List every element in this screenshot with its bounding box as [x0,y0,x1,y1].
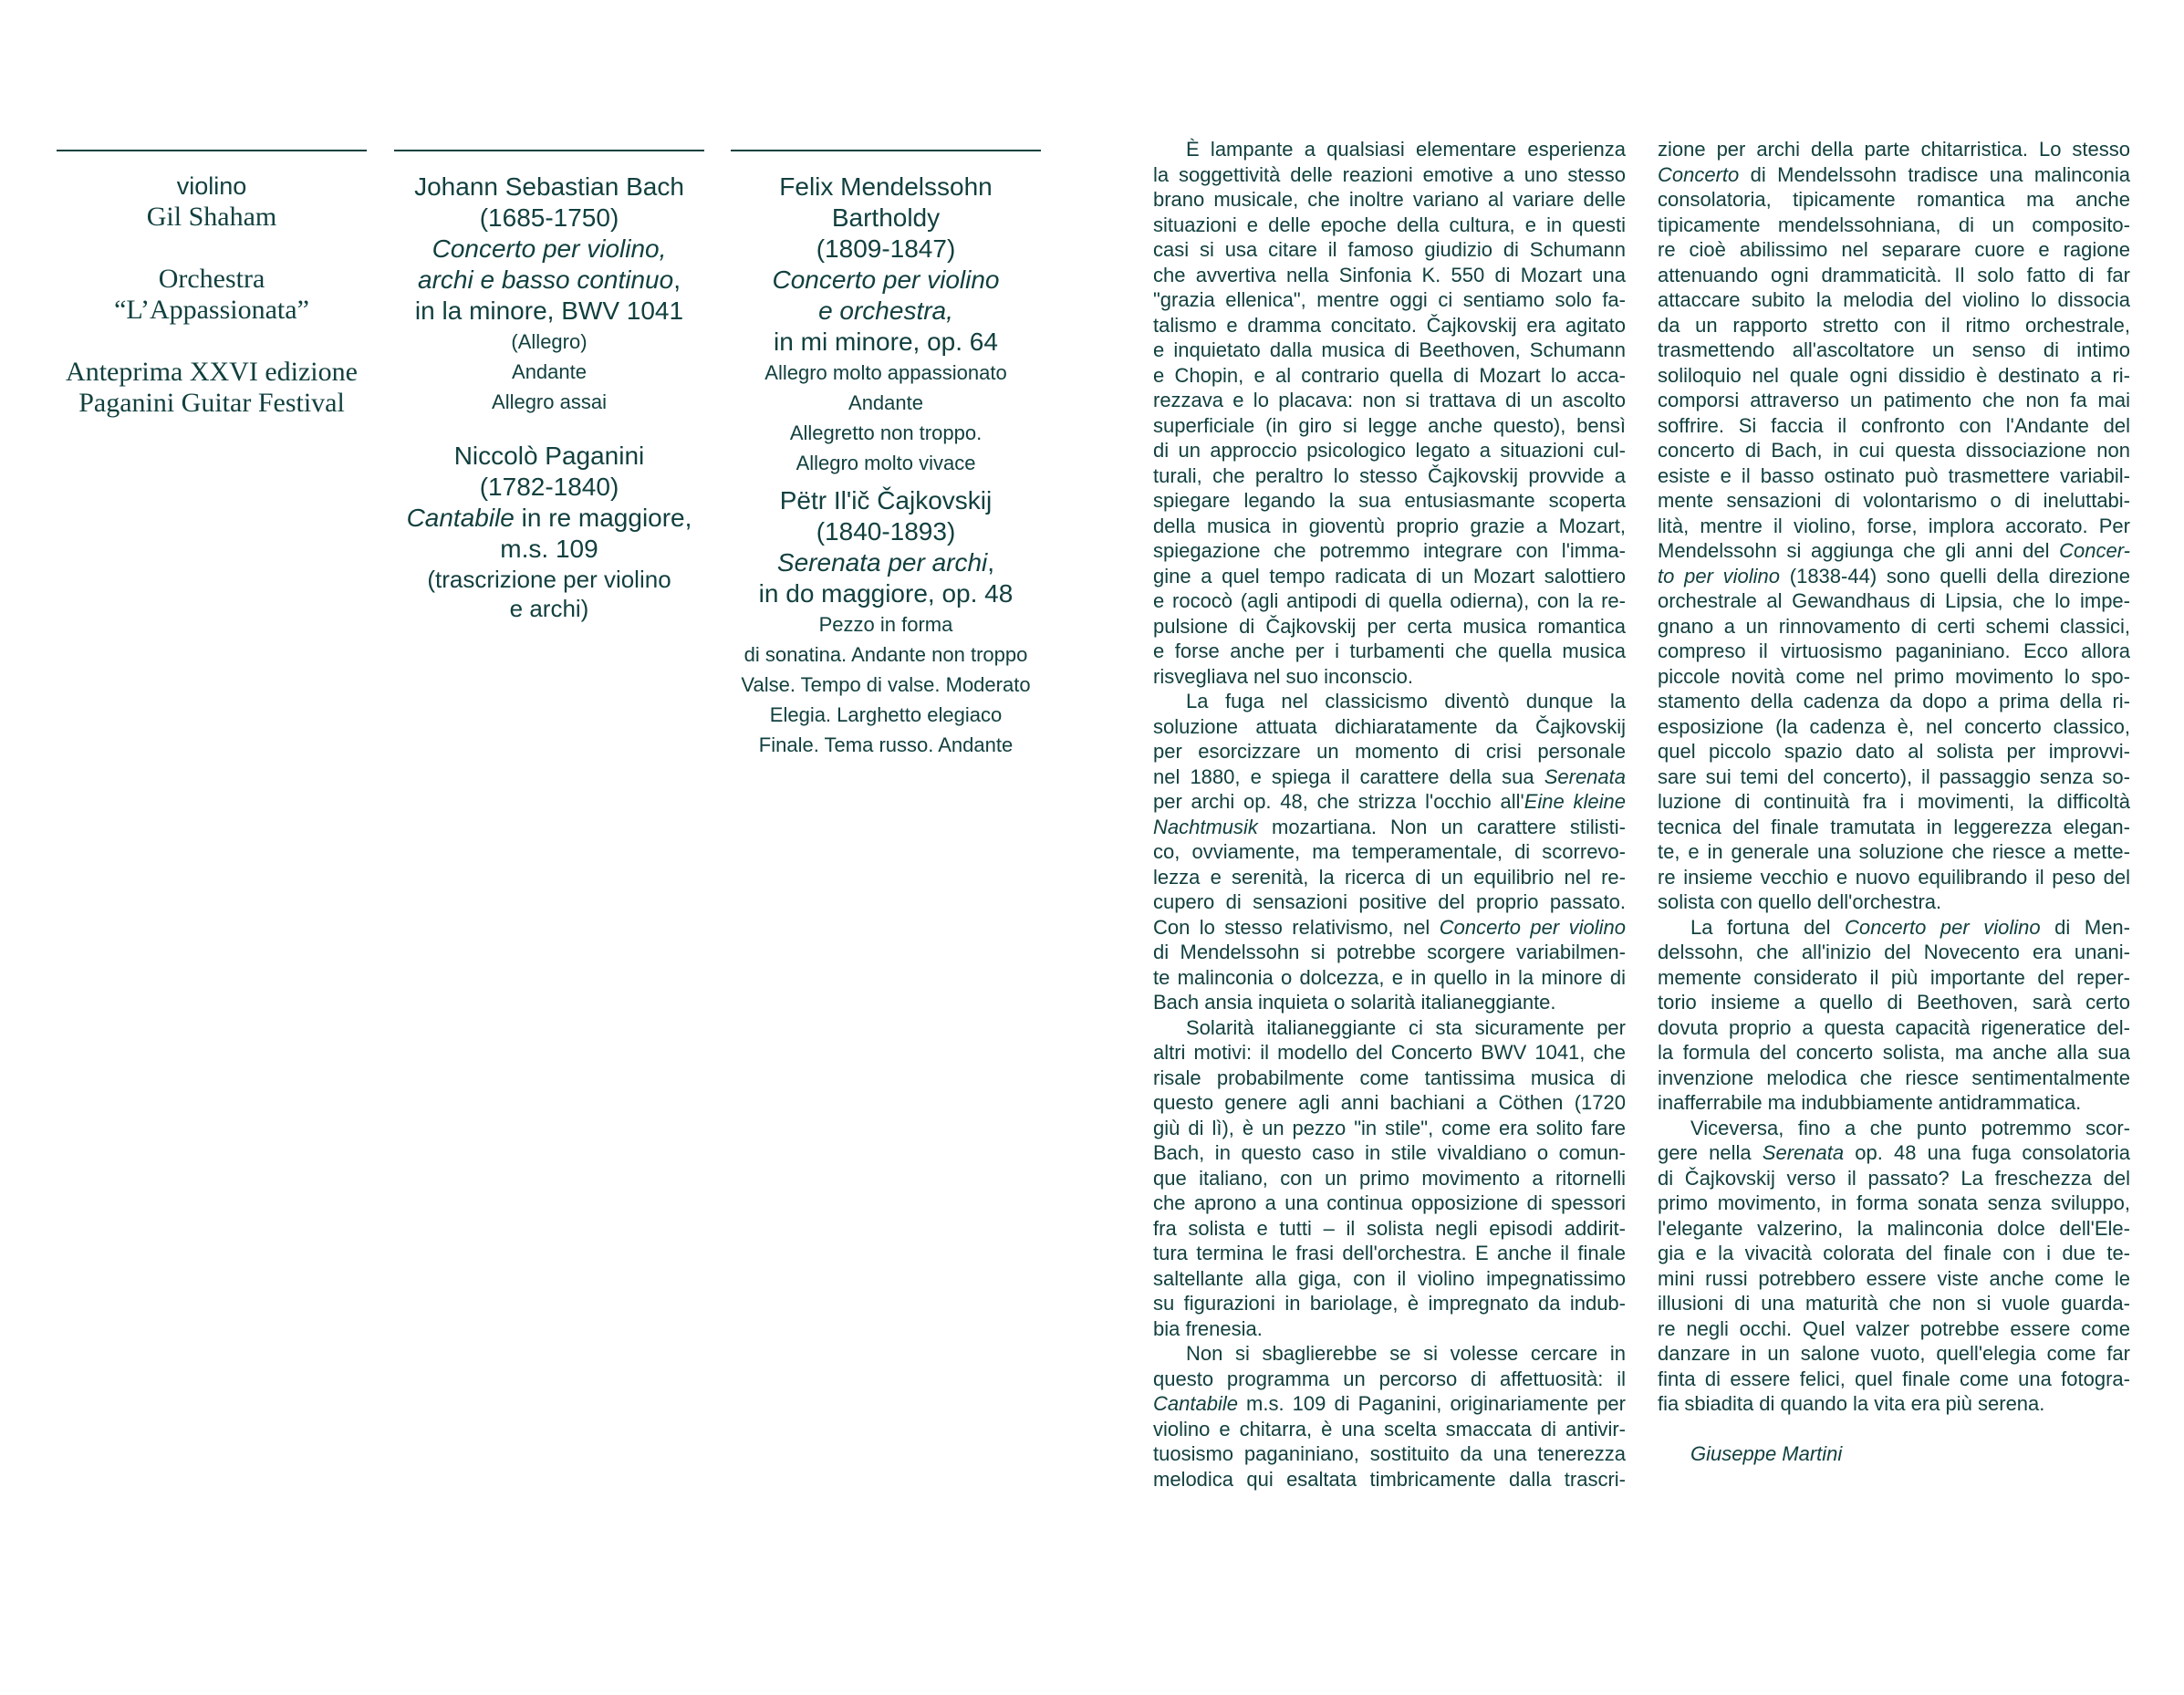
essay-line: fra solista e tutti – il solista negli episodi addirit- [1153,1216,1626,1240]
essay-line: brano musicale, che inoltre variano al variare delle [1153,188,1626,211]
essay-line: orchestrale al Gewandhaus di Lipsia, che lo impe- [1658,589,2130,612]
essay-line: fia sbiadita di quando la vita era più serena. [1658,1392,2045,1415]
work-title: Concerto per violino [772,265,1000,294]
essay-line: esiste e il basso ostinato può trasmettere variabil- [1658,463,2130,487]
essay-line: situazioni e delle epoche della cultura, e in questi [1153,213,1626,236]
essay-line: che avvertiva nella Sinfonia K. 550 di Mozart una [1153,263,1626,286]
composer-dates: (1809-1847) [816,234,956,263]
essay-column-2 [1658,137,2130,1466]
essay-line: questo programma un percorso di affettuosità: il [1153,1367,1626,1390]
essay-line: gine a quel tempo radicata di un Mozart salottiero [1153,564,1626,588]
essay-line: la formula del concerto solista, ma anche alla sua [1658,1041,2130,1064]
essay-line: attenuando ogni drammaticità. Il solo fatto di far [1658,263,2130,286]
essay-line: soluzione attuata dichiaratamente da Čajkovskij [1153,714,1626,738]
composer-dates: (1782-1840) [479,473,619,501]
essay-line: Solarità italianeggiante ci sta sicuramente per [1186,1015,1626,1039]
essay-paragraph [1658,137,2130,915]
essay-line: spiegazione che potremmo integrare con l'imma- [1153,539,1626,562]
essay-line: torio insieme a quello di Beethoven, sarà certo [1658,991,2130,1014]
essay-line: lezza e serenità, la ricerca di un equilibrio nel re- [1153,865,1626,889]
essay-line: re cioè abilissimo nel separare cuore e ragione [1658,238,2130,261]
essay-line: e Chopin, e al contrario quella di Mozart lo acca- [1153,363,1626,387]
composer-name: Bartholdy [831,203,941,232]
movement: Allegro molto appassionato [764,361,1007,384]
essay-line: mini russi potrebbero essere viste anche come le [1658,1266,2130,1290]
essay-line: la soggettività delle reazioni emotive a uno stesso [1153,162,1626,186]
essay-line: violino e chitarra, è una scelta smaccata di antivir- [1153,1417,1626,1440]
essay-line: que italiano, con un primo movimento a ritornelli [1153,1166,1626,1190]
essay-line: su figurazioni in bariolage, è impregnato da indub- [1153,1292,1626,1315]
essay-line: illusioni di una maturità che non si vuole guarda- [1658,1292,2130,1315]
movement: Andante [848,391,923,414]
essay-line: zione per archi della parte chitarristica. Lo stesso [1658,138,2130,161]
essay-line: bia frenesia. [1153,1316,1263,1340]
movement: Pezzo in forma [818,613,953,636]
essay-line: di Mendelssohn si potrebbe scorgere variabilmen- [1153,941,1626,963]
essay-line: comporsi attraverso un patimento che non fa mai [1658,389,2130,411]
essay-line: dovuta proprio a questa capacità rigeneratice del- [1658,1015,2130,1039]
soloist-name: Gil Shaham [146,202,277,232]
essay-line: e inquietato dalla musica di Beethoven, Schumann [1153,338,1626,361]
composer-name: Pëtr Il'ič Čajkovskij [779,486,993,515]
essay-line: melodica qui esaltata timbricamente dalla trascri- [1153,1467,1626,1491]
essay-line: altri motivi: il modello del Concerto BWV 1041, che [1153,1041,1626,1064]
program-column-2 [731,150,1041,760]
essay-line: cupero di sensazioni positive del proprio passato. [1153,890,1626,913]
essay-line: soffrire. Si faccia il confronto con l'Andante del [1658,413,2130,437]
essay-line: turali, che peraltro lo stesso Čajkovskij provvide a [1153,463,1626,487]
work-title: archi e basso continuo, [418,265,681,294]
essay-line: tura termina le frasi dell'orchestra. E anche il finale [1153,1242,1626,1264]
essay-line: esposizione (la cadenza è, nel concerto classico, [1658,714,2130,738]
essay-line: mente sensazioni di volontarismo o di ineluttabi- [1658,489,2130,512]
essay-line: piccole novità come nel primo movimento lo spo- [1658,664,2130,688]
work-key: in do maggiore, op. 48 [758,579,1014,608]
essay-line: risale probabilmente come tantissima musica di [1153,1066,1626,1089]
essay-line: delssohn, che all'inizio del Novecento era unani- [1658,941,2130,963]
essay-column-1 [1153,137,1626,1492]
performer-role: violino [176,172,247,200]
essay-line: saltellante alla giga, con il violino impegnatissimo [1153,1266,1626,1290]
essay-line: giù di lì), è un pezzo "in stile", come era solito fare [1153,1116,1626,1139]
essay-line: di Čajkovskij verso il passato? La freschezza del [1658,1166,2130,1190]
essay-line: re insieme vecchio e nuovo equilibrando il peso del [1658,865,2130,889]
essay-line: e forse anche per i turbamenti che quella musica [1153,640,1626,662]
column-rule [394,150,704,151]
essay-line: attaccare subito la melodia del violino lo dissocia [1658,288,2130,311]
essay-line: per archi op. 48, che strizza l'occhio all'Eine kleine [1153,790,1626,813]
essay-line: talismo e dramma concitato. Čajkovskij era agitato [1153,313,1626,337]
essay-line: Bach, in questo caso in stile vivaldiano o comun- [1153,1141,1626,1164]
performers-column [57,150,367,419]
work-title: Serenata per archi, [776,548,995,577]
essay-line: "grazia ellenica", mentre oggi ci sentiamo solo fa- [1153,288,1626,311]
composer-dates: (1685-1750) [479,203,619,232]
essay-line: superficiale (in giro si legge anche questo), bensì [1153,413,1626,437]
composer-name: Johann Sebastian Bach [414,172,684,201]
essay-line: re negli occhi. Quel valzer potrebbe essere come [1658,1316,2130,1340]
essay-line: spiegare legando la sua entusiasmante scoperta [1153,489,1626,512]
essay-line: danzare in un salone vuoto, quell'elegia come far [1658,1342,2130,1365]
composer-name: Niccolò Paganini [453,442,645,470]
essay-line: Bach ansia inquieta o solarità italianeggiante. [1153,991,1556,1014]
essay-line: casi si usa citare il famoso giudizio di Schumann [1153,238,1626,261]
work-key: in mi minore, op. 64 [774,328,998,356]
essay-line: te, e in generale una soluzione che riesce a mette- [1658,840,2130,863]
essay-line: invenzione melodica che riesce sentimentalmente [1658,1066,2130,1089]
essay-line: gere nella Serenata op. 48 una fuga consolatoria [1658,1141,2130,1164]
essay-line: di un approccio psicologico legato a situazioni cul- [1153,439,1626,462]
movement: di sonatina. Andante non troppo [744,643,1028,666]
essay-line: to per violino (1838-44) sono quelli della direzione [1658,564,2130,588]
essay-paragraph [1153,1341,1626,1492]
composer-dates: (1840-1893) [816,517,956,546]
essay-line: risvegliava nel suo inconscio. [1153,664,1413,688]
orchestra-line2: “L’Appassionata” [114,295,309,325]
essay-line: Cantabile m.s. 109 di Paganini, originariamente per [1153,1392,1626,1415]
essay-line: che aprono a una continua opposizione di spessori [1153,1191,1626,1214]
essay-line: La fortuna del Concerto per violino di Men- [1690,915,2130,939]
essay-line: trasmettendo all'ascoltatore un senso di intimo [1658,338,2130,361]
orchestra-line1: Orchestra [158,264,265,294]
essay-line: stamento della cadenza da dopo a prima della ri- [1658,690,2130,712]
essay-paragraph [1153,1015,1626,1342]
essay-line: te malinconia o dolcezza, e in quello in la minore di [1153,965,1626,989]
essay-line: gia e la vivacità colorata del finale con i due te- [1658,1242,2130,1264]
movement: Valse. Tempo di valse. Moderato [741,673,1031,696]
essay-line: l'elegante valzerino, la malinconia dolce dell'Ele- [1658,1216,2130,1240]
essay-line: sare sui temi del concerto), il passaggio senza so- [1658,764,2130,788]
essay-line: Con lo stesso relativismo, nel Concerto per violino [1153,915,1626,939]
essay-line: Viceversa, fino a che punto potremmo scor- [1690,1116,2130,1139]
essay-line: È lampante a qualsiasi elementare esperienza [1186,138,1626,161]
essay-line: tipicamente mendelssohniana, di un composito- [1658,213,2130,236]
composer-name: Felix Mendelssohn [779,172,993,201]
event-line1: Anteprima XXVI edizione [66,357,358,387]
essay-line: Nachtmusik mozartiana. Non un carattere stilisti- [1153,815,1626,838]
essay-line: tuosismo paganiniano, sostituito da una tenerezza [1153,1442,1626,1465]
movement: (trascrizione per violino [427,566,671,593]
essay-line: solista con quello dell'orchestra. [1658,890,1942,913]
essay-line: luzione di continuità fra i movimenti, la difficoltà [1658,790,2130,813]
movement: Allegretto non troppo. [789,421,983,444]
essay-line: della musica in gioventù proprio grazie a Mozart, [1153,514,1626,537]
movement: e archi) [509,595,589,622]
work-title: Concerto per violino, [432,234,667,263]
essay-line: da un rapporto stretto con il ritmo orchestrale, [1658,313,2130,337]
essay-line: concerto di Bach, in cui questa dissociazione non [1658,439,2130,462]
essay-line: consolatoria, tipicamente romantica ma anche [1658,188,2130,211]
essay-line: Non si sbaglierebbe se si volesse cercare in [1186,1342,1626,1365]
movement: Finale. Tema russo. Andante [758,733,1014,756]
essay-line: lità, mentre il violino, forse, implora accorato. Per [1658,514,2130,537]
work-catalog: m.s. 109 [500,535,598,563]
essay-paragraph [1658,915,2130,1116]
event-line2: Paganini Guitar Festival [78,388,345,418]
essay-paragraph [1658,1116,2130,1417]
column-rule [731,150,1041,151]
essay-line: La fuga nel classicismo diventò dunque la [1186,690,1626,712]
essay-line: Mendelssohn si aggiunga che gli anni del Concer- [1658,539,2130,562]
movement: Allegro molto vivace [796,452,976,474]
essay-line: memente considerato il più importante del reper- [1658,965,2130,989]
essay-line: per esorcizzare un momento di crisi personale [1153,740,1626,763]
essay-line: e rococò (agli antipodi di quella odierna), con la re- [1153,589,1626,612]
essay-line: primo movimento, in forma sonata senza sviluppo, [1658,1191,2130,1214]
essay-line: pulsione di Čajkovskij per certa musica romantica [1153,614,1626,638]
essay-paragraph [1153,689,1626,1015]
essay-line: co, ovviamente, ma temperamentale, di scorrevo- [1153,840,1626,863]
author-signature: Giuseppe Martini [1690,1441,1843,1465]
column-rule [57,150,367,151]
work-title: Cantabile in re maggiore, [406,504,692,532]
program-column-1 [394,150,704,623]
essay-line: quel piccolo spazio dato al solista per improvvi- [1658,740,2130,763]
essay-line: finta di essere felici, quel finale come una fotogra- [1658,1367,2130,1390]
work-key: in la minore, BWV 1041 [414,296,684,325]
essay-paragraph [1153,137,1626,689]
work-title: e orchestra, [818,296,953,325]
essay-line: nel 1880, e spiega il carattere della sua Serenata [1153,764,1626,788]
essay-line: tecnica del finale tramutata in leggerezza elegan- [1658,815,2130,838]
essay-line: rezzava e lo placava: non si trattava di un ascolto [1153,389,1626,411]
essay-line: soliloquio nel quale ogni dissidio è destinato a ri- [1658,363,2130,387]
movement: Elegia. Larghetto elegiaco [769,703,1003,726]
movement: Allegro assai [492,390,607,413]
essay-line: questo genere agli anni bachiani a Cöthen (1720 [1153,1091,1626,1114]
movement: Andante [512,360,587,383]
essay-line: Concerto di Mendelssohn tradisce una malinconia [1658,162,2130,186]
essay-line: gnano a un rinnovamento di certi schemi classici, [1658,614,2130,638]
essay-line: inafferrabile ma indubbiamente antidrammatica. [1658,1091,2082,1114]
essay-line: compreso il virtuosismo paganiniano. Ecco allora [1658,640,2130,662]
movement: (Allegro) [511,330,588,353]
